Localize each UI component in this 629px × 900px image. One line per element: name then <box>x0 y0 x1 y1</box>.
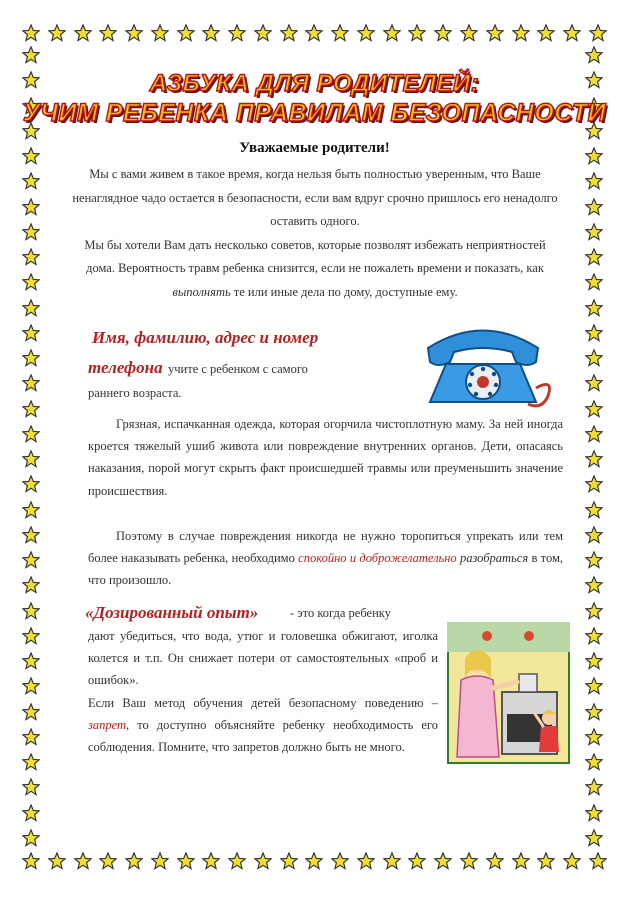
paragraph-reaction-emphasis-2: разобраться <box>456 551 529 566</box>
star-icon <box>434 24 452 46</box>
star-icon <box>383 852 401 874</box>
star-icon <box>434 852 452 874</box>
star-icon <box>585 703 607 726</box>
star-icon <box>585 753 607 776</box>
border-right <box>585 46 607 852</box>
star-icon <box>151 852 169 874</box>
star-icon <box>585 526 607 549</box>
dose-text-2-start: Если Ваш метод обучения детей безопасному поведению – <box>88 695 438 710</box>
star-icon <box>589 852 607 874</box>
star-icon <box>585 652 607 675</box>
star-icon <box>585 627 607 650</box>
star-icon <box>22 24 40 46</box>
star-icon <box>280 24 298 46</box>
intro-text <box>70 163 560 304</box>
paragraph-reaction-part2: в том, что произошло. <box>88 551 563 588</box>
star-icon <box>585 198 607 221</box>
star-icon <box>74 24 92 46</box>
star-icon <box>408 852 426 874</box>
star-icon <box>460 24 478 46</box>
star-icon <box>22 551 44 574</box>
star-icon <box>357 852 375 874</box>
star-icon <box>585 172 607 195</box>
star-icon <box>585 475 607 498</box>
star-icon <box>202 24 220 46</box>
star-icon <box>585 602 607 625</box>
star-icon <box>22 299 44 322</box>
star-icon <box>537 24 555 46</box>
paragraph-reaction-part1: Поэтому в случае повреждения никогда не нужно торопиться упрекать или тем более наказывать ребенка, необходимо <box>88 529 563 566</box>
star-icon <box>228 852 246 874</box>
star-icon <box>125 24 143 46</box>
star-icon <box>22 349 44 372</box>
star-icon <box>512 852 530 874</box>
star-icon <box>331 852 349 874</box>
star-icon <box>383 24 401 46</box>
star-icon <box>22 198 44 221</box>
star-icon <box>228 24 246 46</box>
star-icon <box>22 475 44 498</box>
intro-part1: Мы с вами живем в такое время, когда нельзя быть полностью уверенным, что Ваше ненаглядное чадо остается в безопасности, если вам вдруг срочно пришлось его ненадолго оставить одного. <box>72 167 558 228</box>
star-icon <box>22 652 44 675</box>
star-icon <box>585 374 607 397</box>
star-icon <box>585 450 607 473</box>
star-icon <box>563 852 581 874</box>
star-icon <box>280 852 298 874</box>
star-icon <box>74 852 92 874</box>
star-icon <box>486 852 504 874</box>
star-icon <box>22 677 44 700</box>
star-icon <box>585 778 607 801</box>
star-icon <box>22 778 44 801</box>
star-icon <box>48 24 66 46</box>
star-icon <box>22 324 44 347</box>
star-icon <box>22 576 44 599</box>
star-icon <box>22 829 44 852</box>
star-icon <box>537 852 555 874</box>
star-icon <box>22 223 44 246</box>
star-icon <box>585 829 607 852</box>
star-icon <box>22 273 44 296</box>
star-icon <box>22 450 44 473</box>
star-icon <box>305 852 323 874</box>
intro-part3: те или иные дела по дому, доступные ему. <box>230 284 458 299</box>
paragraph-reaction-emphasis: спокойно и доброжелательно <box>298 551 457 566</box>
intro-part2: Мы бы хотели Вам дать несколько советов, которые позволят избежать неприятностей дома. Вероятность травм ребенка снизится, если не пожалеть времени и показать, как <box>84 237 546 275</box>
star-icon <box>22 804 44 827</box>
star-icon <box>408 24 426 46</box>
star-icon <box>585 248 607 271</box>
star-icon <box>22 728 44 751</box>
star-icon <box>563 24 581 46</box>
border-left <box>22 46 44 852</box>
star-icon <box>202 852 220 874</box>
star-icon <box>585 273 607 296</box>
star-icon <box>331 24 349 46</box>
star-icon <box>254 852 272 874</box>
star-icon <box>585 223 607 246</box>
star-icon <box>151 24 169 46</box>
star-icon <box>22 172 44 195</box>
star-icon <box>22 703 44 726</box>
star-icon <box>22 248 44 271</box>
star-icon <box>486 24 504 46</box>
phone-section-text-2: раннего возраста. <box>88 386 182 400</box>
star-icon <box>585 728 607 751</box>
star-icon <box>177 852 195 874</box>
border-bottom <box>22 852 607 874</box>
star-icon <box>585 804 607 827</box>
star-icon <box>22 501 44 524</box>
dose-section-text <box>88 625 438 758</box>
star-icon <box>589 24 607 46</box>
star-icon <box>22 46 44 69</box>
dose-text-2-end: , то доступно объясняйте ребенку необходимость его соблюдения. Помните, что запретов должно быть не много. <box>88 717 438 755</box>
dose-section-heading-text: - это когда ребенку <box>290 606 391 620</box>
star-icon <box>512 24 530 46</box>
star-icon <box>585 46 607 69</box>
star-icon <box>305 24 323 46</box>
greeting-heading: Уважаемые родители! <box>239 140 390 156</box>
star-icon <box>22 526 44 549</box>
star-icon <box>22 627 44 650</box>
page-title-line1: АЗБУКА ДЛЯ РОДИТЕЛЕЙ: <box>149 70 480 97</box>
star-icon <box>585 576 607 599</box>
phone-section-text: учите с ребенком с самого <box>168 362 308 376</box>
star-icon <box>99 852 117 874</box>
dose-text-2-emphasis: запрет <box>88 717 127 732</box>
star-icon <box>22 425 44 448</box>
star-icon <box>585 324 607 347</box>
border-top <box>22 24 607 46</box>
star-icon <box>585 501 607 524</box>
star-icon <box>585 349 607 372</box>
star-icon <box>357 24 375 46</box>
dose-section-heading: «Дозированный опыт» <box>85 603 259 622</box>
phone-section-heading-2: телефона <box>88 358 163 377</box>
star-icon <box>585 677 607 700</box>
star-icon <box>22 602 44 625</box>
star-icon <box>125 852 143 874</box>
star-icon <box>22 400 44 423</box>
page-title-line2: УЧИМ РЕБЕНКА ПРАВИЛАМ БЕЗОПАСНОСТИ <box>22 99 607 127</box>
paragraph-reaction <box>88 525 563 592</box>
intro-emphasis: выполнять <box>172 284 231 299</box>
star-icon <box>585 299 607 322</box>
star-icon <box>585 400 607 423</box>
star-icon <box>585 425 607 448</box>
telephone-illustration <box>408 318 558 410</box>
star-icon <box>22 852 40 874</box>
phone-section-heading: Имя, фамилию, адрес и номер <box>92 328 319 347</box>
star-icon <box>99 24 117 46</box>
star-icon <box>22 753 44 776</box>
mother-child-stove-illustration <box>447 622 570 764</box>
star-icon <box>48 852 66 874</box>
paragraph-clothes: Грязная, испачканная одежда, которая огорчила чистоплотную маму. За ней иногда кроется тяжелый ушиб живота или повреждение внутренних органов. Дети, опасаясь наказания, порой могут скрыть факт происшедшей травмы или преуменьшить значение происшествия. <box>88 417 563 498</box>
star-icon <box>460 852 478 874</box>
star-icon <box>254 24 272 46</box>
star-icon <box>177 24 195 46</box>
star-icon <box>22 374 44 397</box>
dose-text-1: дают убедиться, что вода, утюг и головешка обжигают, иголка колется и т.п. Он снижает потери от самостоятельных «проб и ошибок». <box>88 629 438 688</box>
star-icon <box>585 551 607 574</box>
